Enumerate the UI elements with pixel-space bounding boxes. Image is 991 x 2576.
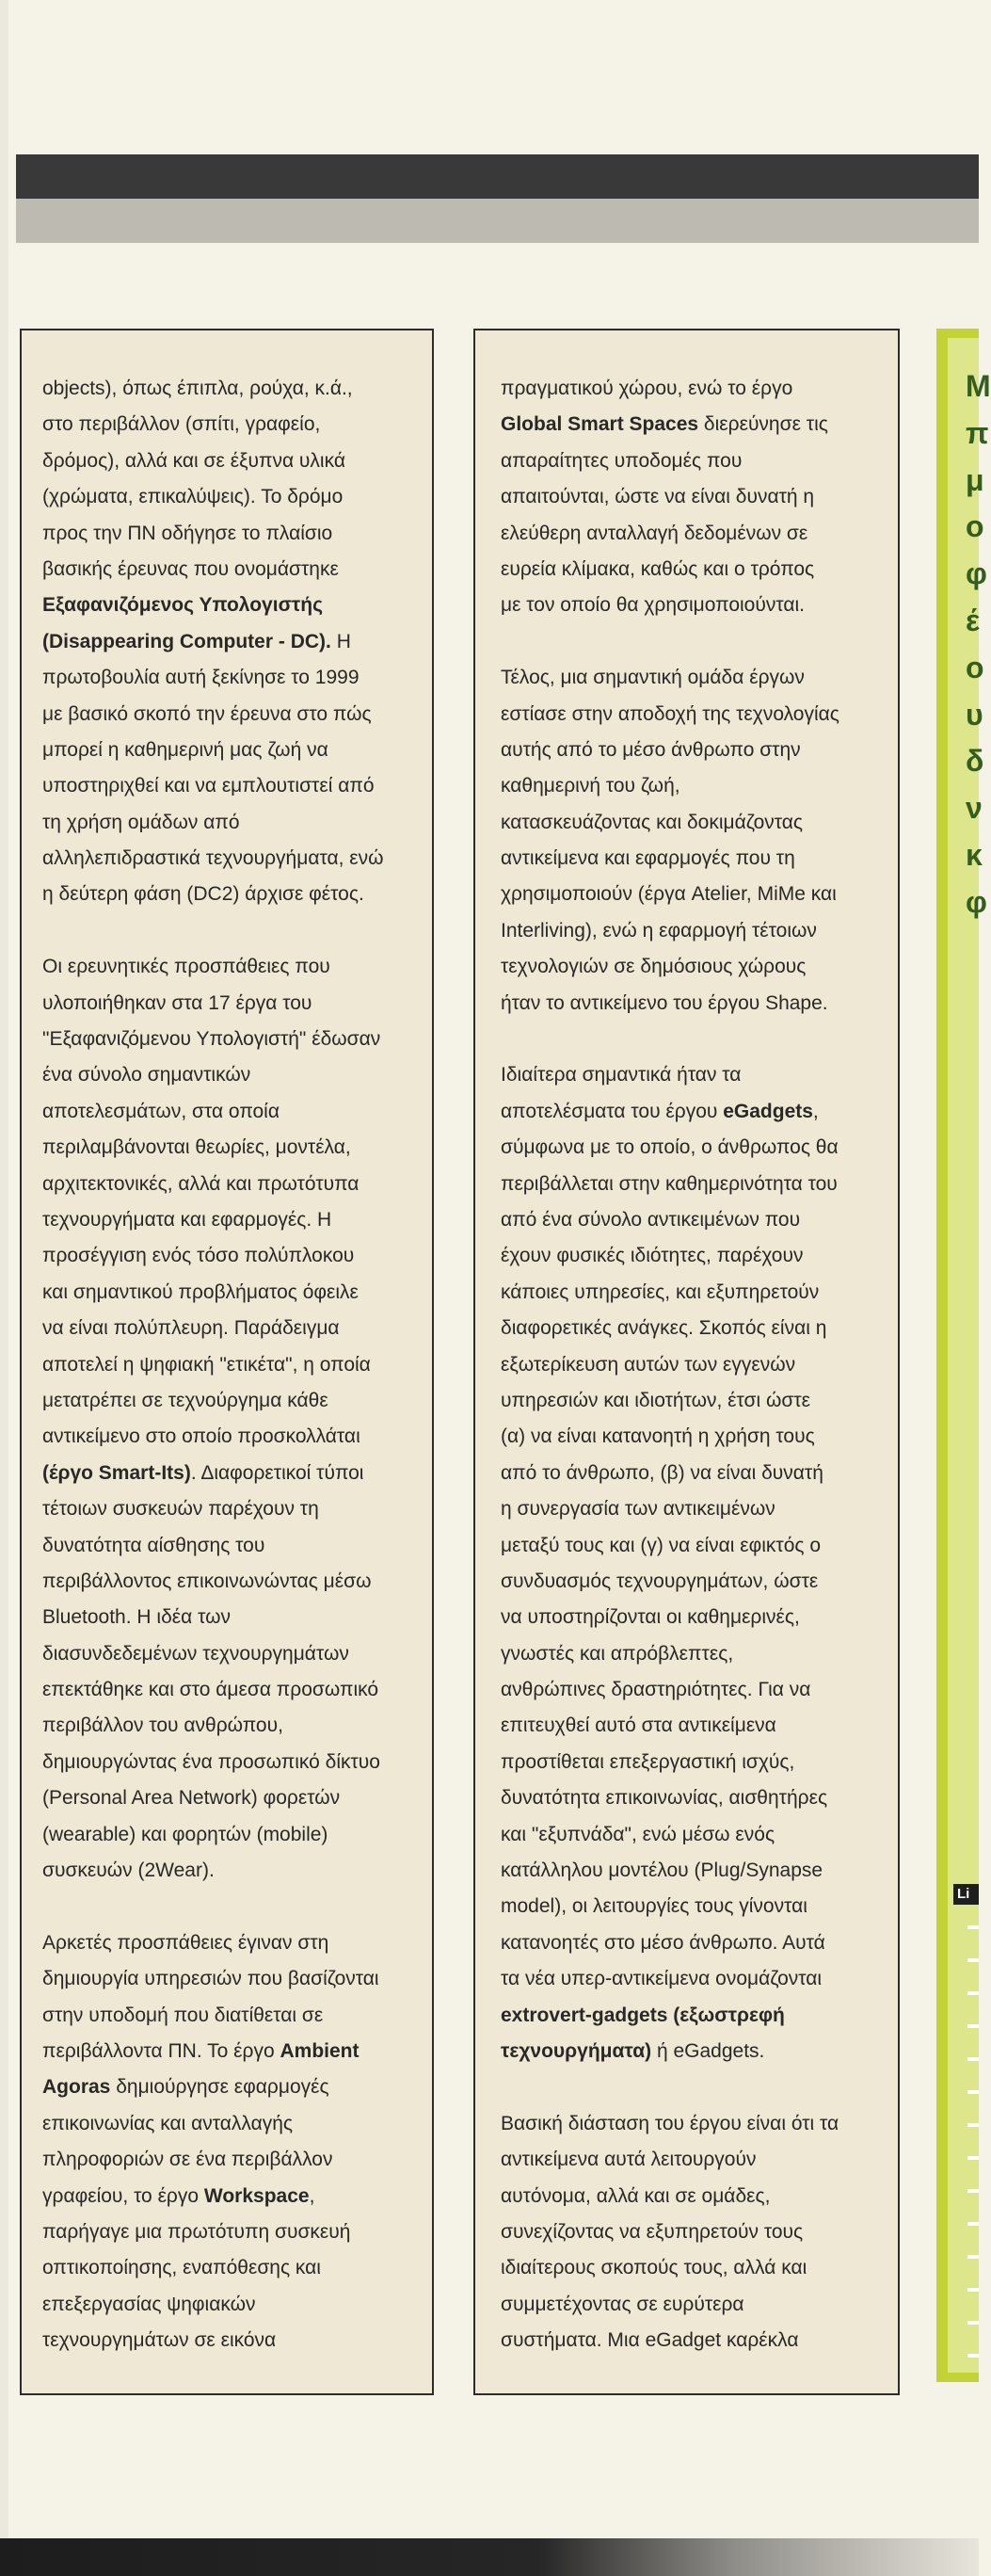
text-line: συνδυασμός τεχνουργημάτων, ώστε	[501, 1570, 819, 1592]
text-line: Οι ερευνητικές προσπάθειες που	[42, 956, 330, 978]
sidebar-label: Li	[953, 1884, 979, 1905]
text-line: αποτελεσμάτων, στα οποία	[42, 1100, 280, 1122]
text-line: επεξεργασίας ψηφιακών	[42, 2293, 256, 2315]
cut-off-letter: έ	[966, 604, 980, 637]
cut-off-letter: μ	[966, 462, 984, 497]
list-marker	[967, 2222, 979, 2226]
text-line: πληροφοριών σε ένα περιβάλλον	[42, 2149, 333, 2171]
text-line: τα νέα υπερ-αντικείμενα ονομάζονται	[501, 1968, 823, 1990]
text-line	[42, 624, 351, 660]
list-marker	[967, 2123, 979, 2127]
text-line: απαιτούνται, ώστε να είναι δυνατή η	[501, 486, 815, 508]
text-line: εξωτερίκευση αυτών των εγγενών	[501, 1353, 796, 1376]
text-line: έχουν φυσικές ιδιότητες, παρέχουν	[501, 1245, 804, 1267]
text-line: αποτελεί η ψηφιακή "ετικέτα", η οποία	[42, 1353, 371, 1376]
text-span: . Διαφορετικοί τύποι	[190, 1461, 364, 1484]
text-line: αρχιτεκτονικές, αλλά και πρωτότυπα	[42, 1172, 360, 1195]
list-marker	[967, 2189, 979, 2193]
text-line: κατάλληλου μοντέλου (Plug/Synapse	[501, 1860, 823, 1882]
text-line: ανθρώπινες δραστηριότητες. Για να	[501, 1679, 811, 1701]
list-marker	[967, 2024, 979, 2028]
text-line: από ένα σύνολο αντικειμένων που	[501, 1208, 801, 1231]
text-line: περιλαμβάνονται θεωρίες, μοντέλα,	[42, 1136, 351, 1159]
text-line: με βασικό σκοπό την έρευνα στο πώς	[42, 702, 372, 725]
text-line: από το άνθρωπο, (β) να είναι δυνατή	[501, 1461, 823, 1484]
text-span: δημιούργησε εφαρμογές	[110, 2076, 329, 2099]
text-line: "Εξαφανιζόμενου Υπολογιστή" έδωσαν	[42, 1028, 381, 1051]
text-span: ,	[309, 2184, 315, 2207]
text-line: προστίθεται επεξεργαστική ισχύς,	[501, 1750, 795, 1773]
text-line: οπτικοποίησης, εναπόθεσης και	[42, 2257, 321, 2279]
text-line: μεταξύ τους και (γ) να είναι εφικτός ο	[501, 1534, 822, 1556]
text-line: Βασική διάσταση του έργου είναι ότι τα	[501, 2112, 839, 2134]
cut-off-letter: ο	[966, 650, 984, 684]
paragraph	[42, 949, 424, 1889]
text-line: ευρεία κλίμακα, καθώς και ο τρόπος	[501, 557, 815, 580]
paragraph	[501, 371, 890, 624]
bold-text-span: Agoras	[42, 2076, 111, 2099]
text-span: ή eGadgets.	[651, 2039, 765, 2062]
text-span: περιβάλλοντα ΠΝ. Το έργο	[42, 2039, 280, 2062]
header-band-light	[16, 199, 979, 243]
text-line: απαραίτητες υποδομές που	[501, 449, 743, 472]
paragraph	[42, 371, 424, 913]
text-line: δυνατότητα αίσθησης του	[42, 1534, 265, 1556]
text-line	[42, 2069, 329, 2105]
list-marker	[967, 2321, 979, 2325]
text-line: κατανοητές στο μέσο άνθρωπο. Αυτά	[501, 1931, 825, 1954]
text-line	[501, 1998, 785, 2034]
paragraph	[42, 1925, 424, 2359]
bold-text-span: τεχνουργήματα)	[501, 2039, 652, 2062]
text-line: καθημερινή του ζωή,	[501, 775, 680, 797]
text-line: Ιδιαίτερα σημαντικά ήταν τα	[501, 1064, 742, 1087]
text-line: objects), όπως έπιπλα, ρούχα, κ.ά.,	[42, 378, 353, 399]
text-line: προσέγγιση ενός τόσο πολύπλοκου	[42, 1245, 355, 1267]
text-line: παρήγαγε μια πρωτότυπη συσκευή	[42, 2220, 351, 2243]
text-line: βασικής έρευνας που ονομάστηκε	[42, 557, 339, 580]
text-line: υλοποιήθηκαν στα 17 έργα του	[42, 991, 312, 1014]
text-line	[42, 588, 323, 623]
text-line: Αρκετές προσπάθειες έγιναν στη	[42, 1931, 329, 1954]
list-marker	[967, 1925, 979, 1929]
text-line: να είναι πολύπλευρη. Παράδειγμα	[42, 1317, 340, 1340]
right-sidebar-box	[936, 329, 991, 2382]
page-edge-shadow	[0, 0, 8, 2538]
text-line: Interliving), ενώ η εφαρμογή τέτοιων	[501, 919, 817, 942]
text-line: αυτής από το μέσο άνθρωπο στην	[501, 738, 801, 761]
list-marker	[967, 2156, 979, 2160]
bold-text-span: Workspace	[203, 2184, 310, 2207]
text-line: η συνεργασία των αντικειμένων	[501, 1498, 775, 1521]
text-line: υπηρεσιών και ιδιοτήτων, έτσι ώστε	[501, 1389, 810, 1411]
bold-text-span: Global Smart Spaces	[501, 413, 699, 436]
text-line	[42, 2179, 314, 2214]
text-line: η δεύτερη φάση (DC2) άρχισε φέτος.	[42, 883, 364, 906]
text-line: ένα σύνολο σημαντικών	[42, 1064, 251, 1087]
text-line: κατασκευάζοντας και δοκιμάζοντας	[501, 811, 804, 833]
text-line: αντικείμενο στο οποίο προσκολλάται	[42, 1425, 360, 1448]
text-line: διαφορετικές ανάγκες. Σκοπός είναι η	[501, 1317, 827, 1340]
text-span: διερεύνησε τις	[698, 413, 828, 436]
list-marker	[967, 1958, 979, 1962]
text-line	[501, 2034, 764, 2069]
middle-text-column	[473, 329, 900, 2395]
paragraph	[501, 1057, 890, 2069]
text-line: συσκευών (2Wear).	[42, 1860, 215, 1882]
text-line: αντικείμενα αυτά λειτουργούν	[501, 2149, 757, 2171]
list-marker	[967, 2255, 979, 2259]
text-span: Η	[330, 630, 351, 652]
cut-off-letter: δ	[966, 744, 984, 779]
paragraph	[501, 2106, 890, 2359]
text-line: επεκτάθηκε και στο άμεσα προσωπικό	[42, 1679, 379, 1701]
text-line: κάποιες υπηρεσίες, και εξυπηρετούν	[501, 1280, 820, 1303]
text-line	[42, 2034, 360, 2069]
text-line: (α) να είναι κατανοητή η χρήση τους	[501, 1425, 815, 1448]
text-line: (wearable) και φορητών (mobile)	[42, 1823, 328, 1845]
text-line: ελεύθερη ανταλλαγή δεδομένων σε	[501, 522, 808, 544]
text-line: γνωστές και απρόβλεπτες,	[501, 1642, 734, 1665]
text-line: (Personal Area Network) φορετών	[42, 1787, 341, 1810]
left-text-column	[20, 329, 434, 2395]
text-line: τη χρήση ομάδων από	[42, 811, 240, 833]
text-line: τεχνουργήματα και εφαρμογές. Η	[42, 1208, 332, 1231]
text-line: προς την ΠΝ οδήγησε το πλαίσιο	[42, 522, 333, 544]
text-line: σύμφωνα με το οποίο, ο άνθρωπος θα	[501, 1136, 839, 1159]
text-line: μετατρέπει σε τεχνούργημα κάθε	[42, 1389, 328, 1411]
cut-off-letter: ν	[966, 791, 983, 826]
text-line: αλληλεπιδραστικά τεχνουργήματα, ενώ	[42, 847, 384, 870]
text-line: περιβάλλον του ανθρώπου,	[42, 1715, 283, 1737]
text-line: ήταν το αντικείμενο του έργου Shape.	[501, 991, 828, 1014]
text-line: στο περιβάλλον (σπίτι, γραφείο,	[42, 413, 321, 436]
text-line: στην υποδομή που διατίθεται σε	[42, 2004, 324, 2026]
text-span: γραφείου, το έργο	[42, 2184, 204, 2207]
text-line: δυνατότητα επικοινωνίας, αισθητήρες	[501, 1787, 828, 1810]
paragraph	[501, 660, 890, 1022]
text-line: διασυνδεδεμένων τεχνουργημάτων	[42, 1642, 349, 1665]
list-marker	[967, 2057, 979, 2061]
bold-text-span: (έργο Smart-Its)	[42, 1461, 191, 1484]
right-sidebar-panel	[948, 338, 979, 2373]
text-line: τεχνολογιών σε δημόσιους χώρους	[501, 956, 807, 978]
text-line: δρόμος), αλλά και σε έξυπνα υλικά	[42, 449, 345, 472]
text-line: Τέλος, μια σημαντική ομάδα έργων	[501, 667, 805, 689]
text-line: και "εξυπνάδα", ενώ μέσω ενός	[501, 1823, 775, 1845]
text-line: επιτευχθεί αυτό στα αντικείμενα	[501, 1715, 776, 1737]
text-line	[42, 1456, 363, 1491]
cut-off-letter: Μ	[966, 369, 991, 403]
header-band-dark	[16, 154, 979, 199]
text-span: ,	[812, 1100, 819, 1122]
cut-off-letter: φ	[966, 884, 987, 919]
text-line: αντικείμενα και εφαρμογές που τη	[501, 847, 795, 870]
text-line: χρησιμοποιούν (έργα Atelier, MiMe και	[501, 883, 837, 906]
list-marker	[967, 2090, 979, 2094]
text-line: συστήματα. Μια eGadget καρέκλα	[501, 2329, 799, 2352]
text-line: συμμετέχοντας σε ευρύτερα	[501, 2293, 744, 2315]
text-line: τέτοιων συσκευών παρέχουν τη	[42, 1498, 319, 1521]
text-line: με τον οποίο θα χρησιμοποιούνται.	[501, 594, 805, 617]
cut-off-letter: κ	[966, 838, 983, 872]
bold-text-span: Ambient	[280, 2039, 360, 2062]
text-line: και σημαντικού προβλήματος όφειλε	[42, 1280, 359, 1303]
cut-off-letter: π	[966, 415, 989, 450]
text-line: πρωτοβουλία αυτή ξεκίνησε το 1999	[42, 667, 360, 689]
text-line: αυτόνομα, αλλά και σε ομάδες,	[501, 2184, 771, 2207]
list-marker	[967, 2354, 979, 2358]
text-line: επικοινωνίας και ανταλλαγής	[42, 2112, 294, 2134]
bottom-page-shadow	[0, 2538, 979, 2576]
text-line: μπορεί η καθημερινή μας ζωή να	[42, 738, 328, 761]
text-line: να υποστηρίζονται οι καθημερινές,	[501, 1606, 800, 1629]
text-line: Bluetooth. Η ιδέα των	[42, 1606, 231, 1629]
text-line: εστίασε στην αποδοχή της τεχνολογίας	[501, 702, 839, 725]
bold-text-span: extrovert-gadgets (εξωστρεφή	[501, 2004, 785, 2026]
text-line: υποστηριχθεί και να εμπλουτιστεί από	[42, 775, 375, 797]
cut-off-letter: υ	[966, 697, 983, 732]
cut-off-letter: φ	[966, 556, 987, 591]
text-line	[501, 1094, 819, 1130]
text-line: model), οι λειτουργίες τους γίνονται	[501, 1895, 807, 1918]
text-line: τεχνουργημάτων σε εικόνα	[42, 2329, 277, 2352]
text-line: ιδιαίτερους σκοπούς τους, αλλά και	[501, 2257, 807, 2279]
bold-text-span: (Disappearing Computer - DC).	[42, 630, 331, 652]
bold-text-span: Εξαφανιζόμενος Υπολογιστής	[42, 594, 324, 617]
text-line: περιβάλλοντος επικοινωνώντας μέσω	[42, 1570, 372, 1592]
list-marker	[967, 1991, 979, 1995]
text-line: περιβάλλεται στην καθημερινότητα του	[501, 1172, 838, 1195]
list-marker	[967, 2288, 979, 2292]
text-line: (χρώματα, επικαλύψεις). Το δρόμο	[42, 486, 344, 508]
text-line: συνεχίζοντας να εξυπηρετούν τους	[501, 2220, 804, 2243]
text-line	[501, 407, 828, 443]
text-span: αποτελέσματα του έργου	[501, 1100, 724, 1122]
text-line: δημιουργώντας ένα προσωπικό δίκτυο	[42, 1750, 380, 1773]
text-line: δημιουργία υπηρεσιών που βασίζονται	[42, 1968, 379, 1990]
cut-off-letter: ο	[966, 509, 984, 544]
bold-text-span: eGadgets	[723, 1100, 813, 1122]
text-line: πραγματικού χώρου, ενώ το έργο	[501, 378, 793, 399]
